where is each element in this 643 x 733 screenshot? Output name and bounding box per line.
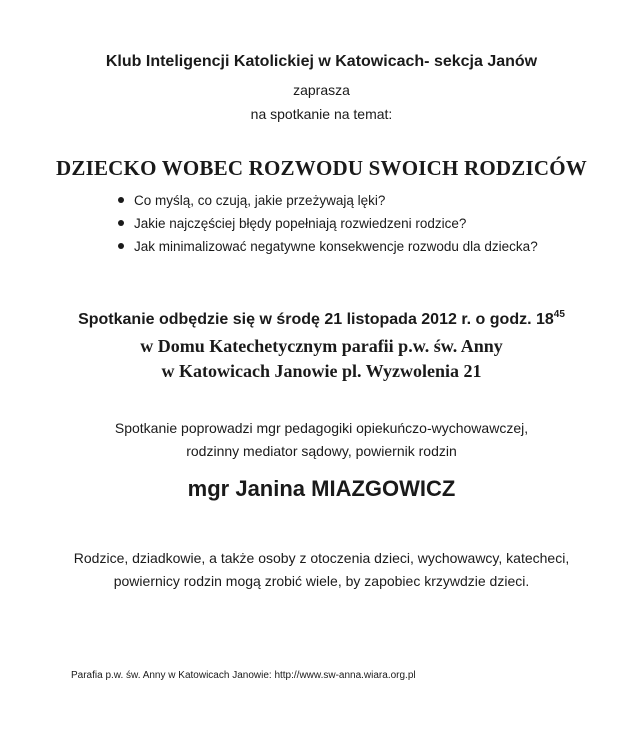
question-text: Co myślą, co czują, jakie przeżywają lęki? xyxy=(134,193,386,208)
meeting-intro-text: na spotkanie na temat: xyxy=(250,106,393,122)
invites-text: zaprasza xyxy=(293,82,350,98)
closing-line-2: powiernicy rodzin mogą zrobić wiele, by zapobiec krzywdzie dzieci. xyxy=(113,573,530,589)
organizer-heading: Klub Inteligencji Katolickiej w Katowicach- sekcja Janów xyxy=(105,53,538,70)
topic-questions-list xyxy=(118,189,538,258)
meeting-address: w Katowicach Janowie pl. Wyzwolenia 21 xyxy=(161,361,482,381)
list-item xyxy=(118,212,538,235)
list-item xyxy=(118,189,538,212)
question-text: Jak minimalizować negatywne konsekwencje rozwodu dla dziecka? xyxy=(134,239,538,254)
speaker-name: mgr Janina MIAZGOWICZ xyxy=(187,476,456,501)
bullet-icon xyxy=(118,220,124,226)
closing-line-1: Rodzice, dziadkowie, a także osoby z otoczenia dzieci, wychowawcy, katecheci, xyxy=(73,550,570,566)
footer-note: Parafia p.w. św. Anny w Katowicach Janowie: http://www.sw-anna.wiara.org.pl xyxy=(71,670,416,681)
bullet-icon xyxy=(118,197,124,203)
bullet-icon xyxy=(118,243,124,249)
topic-title: DZIECKO WOBEC ROZWODU SWOICH RODZICÓW xyxy=(56,156,587,180)
host-description-line-1: Spotkanie poprowadzi mgr pedagogiki opiekuńczo-wychowawczej, xyxy=(114,420,529,436)
list-item xyxy=(118,235,538,258)
question-text: Jakie najczęściej błędy popełniają rozwiedzeni rodzice? xyxy=(134,216,467,231)
host-description-line-2: rodzinny mediator sądowy, powiernik rodzin xyxy=(186,443,457,459)
meeting-date-text: Spotkanie odbędzie się w środę 21 listopada 2012 r. o godz. 18 xyxy=(78,311,554,328)
meeting-date-time xyxy=(0,309,643,331)
meeting-venue: w Domu Katechetycznym parafii p.w. św. Anny xyxy=(140,336,503,356)
meeting-time-minutes: 45 xyxy=(553,309,565,320)
